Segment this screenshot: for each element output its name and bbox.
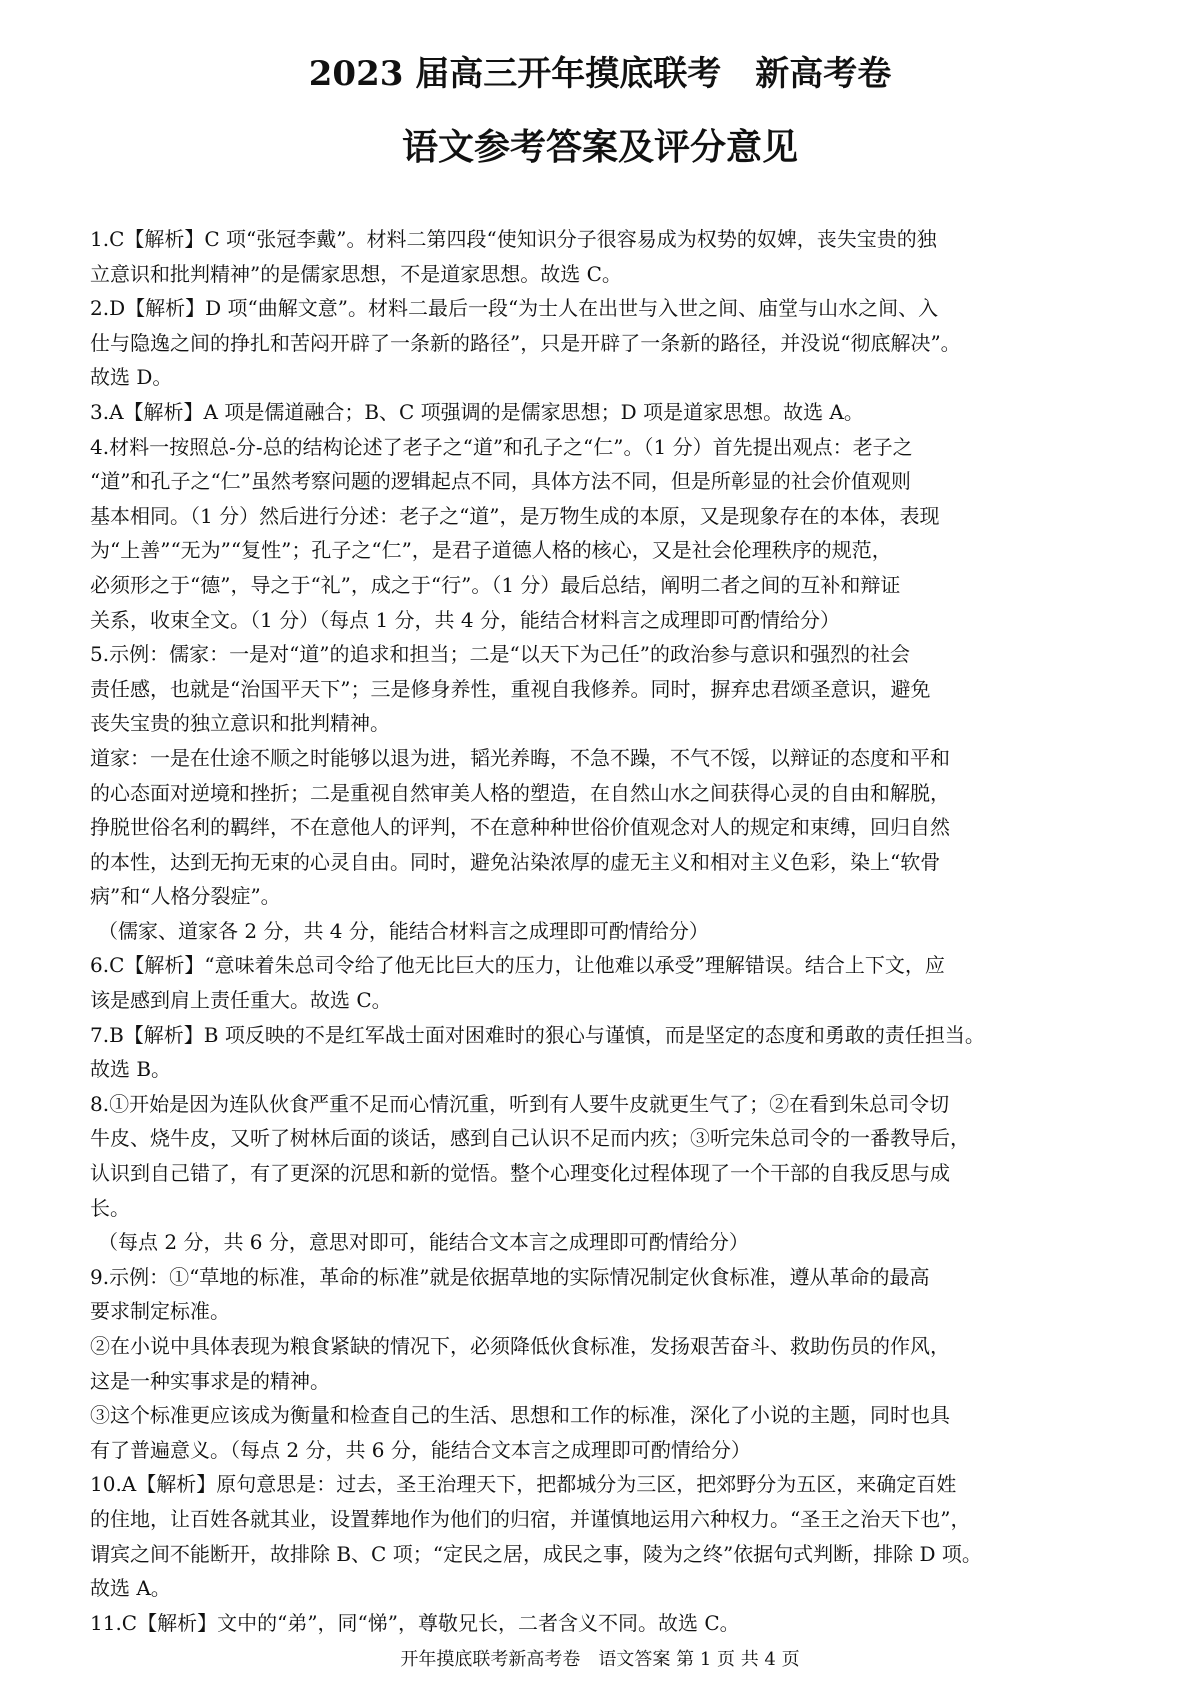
answer-body: [90, 222, 1120, 1640]
text-line: 该是感到肩上责任重大。故选 C。: [90, 988, 392, 1013]
text-line: 必须形之于“德”，导之于“礼”，成之于“行”。（1 分）最后总结，阐明二者之间的互补和辩证: [90, 572, 901, 597]
text-line: 长。: [90, 1195, 130, 1220]
text-line: “道”和孔子之“仁”虽然考察问题的逻辑起点不同，具体方法不同，但是所彰显的社会价值观则: [90, 469, 911, 494]
text-line: 有了普遍意义。（每点 2 分，共 6 分，能结合文本言之成理即可酌情给分）: [90, 1437, 751, 1462]
text-line: 病”和“人格分裂症”。: [90, 884, 281, 909]
page-footer: 开年摸底联考新高考卷 语文答案 第 1 页 共 4 页: [400, 1649, 800, 1670]
text-line: 故选 A。: [90, 1576, 171, 1601]
text-line: 道家：一是在仕途不顺之时能够以退为进，韬光养晦，不急不躁，不气不馁，以辩证的态度和平和: [90, 745, 950, 770]
text-line: 9.示例：①“草地的标准，革命的标准”就是依据草地的实际情况制定伙食标准，遵从革命的最高: [90, 1264, 930, 1289]
text-line: 3.A【解析】A 项是儒道融合；B、C 项强调的是儒家思想；D 项是道家思想。故选 A。: [90, 399, 864, 424]
text-line: ②在小说中具体表现为粮食紧缺的情况下，必须降低伙食标准，发扬艰苦奋斗、救助伤员的作风，: [90, 1334, 950, 1358]
text-line: ③这个标准更应该成为衡量和检查自己的生活、思想和工作的标准，深化了小说的主题，同时也具: [90, 1403, 950, 1428]
text-line: 关系，收束全文。（1 分）（每点 1 分，共 4 分，能结合材料言之成理即可酌情给分）: [90, 607, 840, 632]
text-line: 要求制定标准。: [90, 1299, 230, 1324]
text-line: 这是一种实事求是的精神。: [90, 1368, 330, 1393]
text-line: 故选 D。: [90, 365, 173, 390]
text-line: 责任感，也就是“治国平天下”；三是修身养性，重视自我修养。同时，摒弃忠君颂圣意识，避免: [90, 676, 931, 701]
text-line: 的心态面对逆境和挫折；二是重视自然审美人格的塑造，在自然山水之间获得心灵的自由和解脱，: [90, 780, 950, 805]
text-line: 8.①开始是因为连队伙食严重不足而心情沉重，听到有人要牛皮就更生气了；②在看到朱总司令切: [90, 1091, 950, 1116]
text-line: 挣脱世俗名利的羁绊，不在意他人的评判，不在意种种世俗价值观念对人的规定和束缚，回归自然: [90, 815, 950, 840]
text-line: 丧失宝贵的独立意识和批判精神。: [90, 711, 390, 736]
text-line: 仕与隐逸之间的挣扎和苦闷开辟了一条新的路径”，只是开辟了一条新的路径，并没说“彻底解决”。: [90, 330, 961, 355]
text-line: 2.D【解析】D 项“曲解文意”。材料二最后一段“为士人在出世与入世之间、庙堂与山水之间、入: [90, 296, 939, 321]
text-line: 牛皮、烧牛皮，又听了树林后面的谈话，感到自己认识不足而内疚；③听完朱总司令的一番教导后，: [90, 1126, 970, 1151]
text-line: 的住地，让百姓各就其业，设置葬地作为他们的归宿，并谨慎地运用六种权力。“圣王之治天下也”，: [90, 1506, 971, 1531]
document-subtitle: 语文参考答案及评分意见: [401, 126, 798, 168]
text-line: （每点 2 分，共 6 分，意思对即可，能结合文本言之成理即可酌情给分）: [98, 1230, 749, 1255]
text-line: 11.C【解析】文中的“弟”，同“悌”，尊敬兄长，二者含义不同。故选 C。: [90, 1610, 740, 1635]
text-line: 7.B【解析】B 项反映的不是红军战士面对困难时的狠心与谨慎，而是坚定的态度和勇敢的责任担当。: [90, 1022, 985, 1047]
text-line: 认识到自己错了，有了更深的沉思和新的觉悟。整个心理变化过程体现了一个干部的自我反思与成: [90, 1161, 950, 1186]
text-line: 10.A【解析】原句意思是：过去，圣王治理天下，把都城分为三区，把郊野分为五区，来确定百姓: [90, 1472, 957, 1497]
text-line: 1.C【解析】C 项“张冠李戴”。材料二第四段“使知识分子很容易成为权势的奴婢，丧失宝贵的独: [90, 227, 937, 251]
text-line: （儒家、道家各 2 分，共 4 分，能结合材料言之成理即可酌情给分）: [98, 918, 709, 943]
text-line: 的本性，达到无拘无束的心灵自由。同时，避免沾染浓厚的虚无主义和相对主义色彩，染上“软骨: [90, 849, 941, 874]
text-line: 基本相同。（1 分）然后进行分述：老子之“道”，是万物生成的本原，又是现象存在的本体，表现: [90, 503, 940, 528]
exam-title: 2023 届高三开年摸底联考 新高考卷: [308, 54, 892, 94]
text-line: 为“上善”“无为”“复性”；孔子之“仁”，是君子道德人格的核心，又是社会伦理秩序的规范，: [90, 538, 892, 563]
text-line: 谓宾之间不能断开，故排除 B、C 项；“定民之居，成民之事，陵为之终”依据句式判断，排除 D 项。: [90, 1541, 982, 1566]
text-line: 5.示例：儒家：一是对“道”的追求和担当；二是“以天下为己任”的政治参与意识和强烈的社会: [90, 642, 910, 667]
text-line: 4.材料一按照总-分-总的结构论述了老子之“道”和孔子之“仁”。（1 分）首先提出观点：老子之: [90, 434, 913, 459]
text-line: 故选 B。: [90, 1057, 172, 1082]
text-line: 6.C【解析】“意味着朱总司令给了他无比巨大的压力，让他难以承受”理解错误。结合上下文，应: [90, 953, 945, 978]
text-line: 立意识和批判精神”的是儒家思想，不是道家思想。故选 C。: [90, 261, 622, 286]
